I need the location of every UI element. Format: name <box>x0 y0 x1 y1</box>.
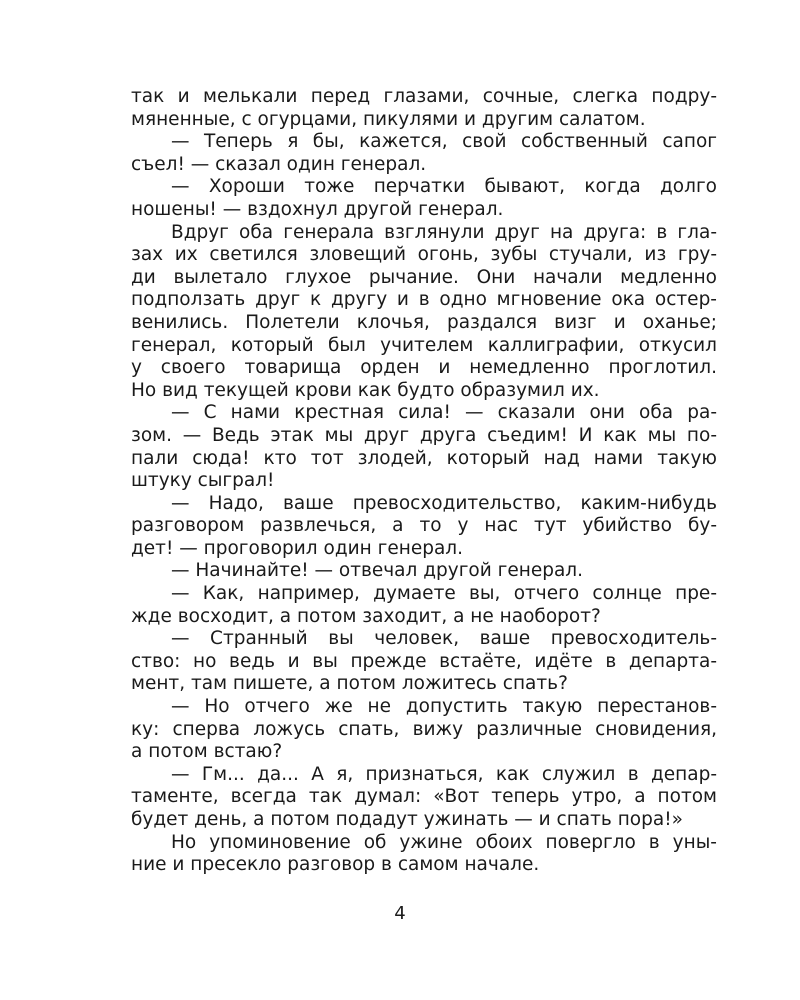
text-line: Но упоминовение об ужине обоих повергло в уны- <box>171 831 717 853</box>
body-text <box>131 86 717 877</box>
text-line: венились. Полетели клочья, раздался визг и оханье; <box>131 311 717 333</box>
text-line: зом. — Ведь этак мы друг друга съедим! И как мы по- <box>131 424 717 446</box>
text-line: — Как, например, думаете вы, отчего солнце пре- <box>171 583 717 605</box>
text-line: будет день, а потом подадут ужинать — и спать пора!» <box>131 809 683 830</box>
text-line: — Теперь я бы, кажется, свой собственный сапог <box>171 131 717 153</box>
text-line: — Гм... да... А я, признаться, как служил в депар- <box>171 763 717 785</box>
text-line: а потом встаю? <box>131 741 283 763</box>
text-line: — Начинайте! — отвечал другой генерал. <box>171 560 584 582</box>
text-line: ство: но ведь и вы прежде встаёте, идёте в департа- <box>131 650 717 672</box>
text-line: таменте, всегда так думал: «Вот теперь утро, а потом <box>131 786 717 808</box>
text-line: у своего товарища орден и немедленно проглотил. <box>131 357 717 379</box>
text-line: съел! — сказал один генерал. <box>131 153 427 175</box>
text-line: зах их светился зловещий огонь, зубы стучали, из гру- <box>131 244 717 266</box>
text-line: — Странный вы человек, ваше превосходитель- <box>171 628 717 650</box>
text-line: — Но отчего же не допустить такую перестанов- <box>171 696 717 718</box>
text-line: жде восходит, а потом заходит, а не наоборот? <box>131 605 601 627</box>
text-line: ношены! — вздохнул другой генерал. <box>131 198 504 220</box>
text-line: — С нами крестная сила! — сказали они оба ра- <box>171 402 717 424</box>
text-line: мент, там пишете, а потом ложитесь спать? <box>131 673 568 695</box>
text-line: подползать друг к другу и в одно мгновение ока остер- <box>131 289 717 311</box>
text-line: ку: сперва ложусь спать, вижу различные сновидения, <box>131 718 717 740</box>
text-line: так и мелькали перед глазами, сочные, слегка подру- <box>131 86 717 107</box>
text-line: — Хороши тоже перчатки бывают, когда долго <box>171 176 717 198</box>
text-line: штуку сыграл! <box>131 470 275 492</box>
text-line: ние и пресекло разговор в самом начале. <box>131 854 540 876</box>
page-number: 4 <box>394 903 406 924</box>
text-line: разговором развлечься, а то у нас тут убийство бу- <box>131 515 717 537</box>
text-line: пали сюда! кто тот злодей, который над нами такую <box>131 447 717 469</box>
text-line: дет! — проговорил один генерал. <box>131 537 463 559</box>
text-line: мяненные, с огурцами, пикулями и другим салатом. <box>131 108 646 130</box>
text-line: ди вылетало глухое рычание. Они начали медленно <box>131 266 717 288</box>
text-line: генерал, который был учителем каллиграфии, откусил <box>131 334 717 356</box>
text-line: Но вид текущей крови как будто образумил их. <box>131 379 600 401</box>
text-line: — Надо, ваше превосходительство, каким-нибудь <box>171 492 717 514</box>
text-line: Вдруг оба генерала взглянули друг на друга: в гла- <box>171 221 717 243</box>
